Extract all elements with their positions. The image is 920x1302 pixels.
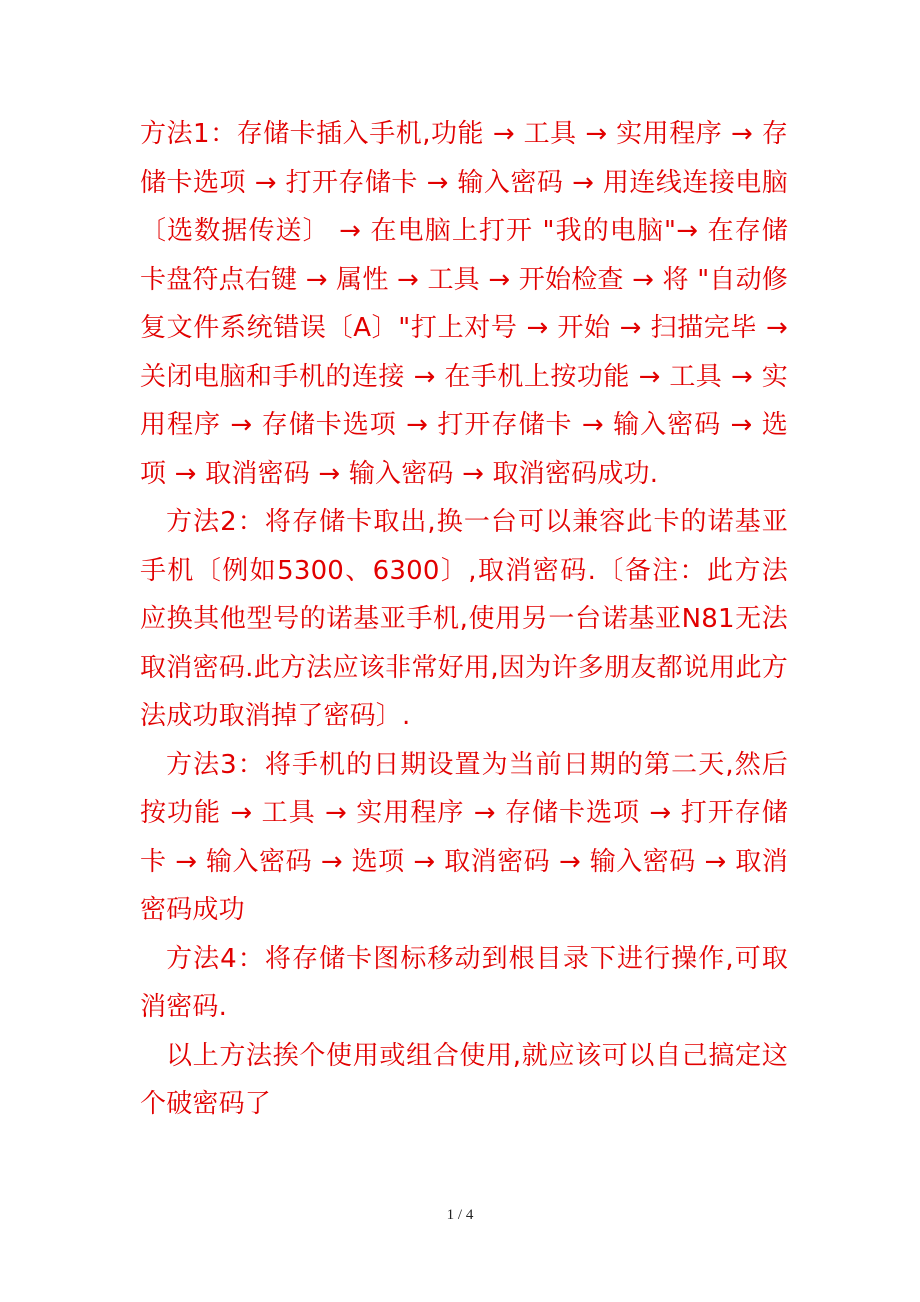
paragraph-method-2: 方法2：将存储卡取出,换一台可以兼容此卡的诺基亚手机〔例如5300、6300〕,取消密码.〔备注：此方法应换其他型号的诺基亚手机,使用另一台诺基亚N81无法取消密码.此方法应该非常好用,因为许多朋友都说用此方法成功取消掉了密码〕.: [140, 507, 788, 731]
page-number: 1 / 4: [446, 1207, 474, 1223]
paragraph-method-3: 方法3：将手机的日期设置为当前日期的第二天,然后按功能 → 工具 → 实用程序 → 存储卡选项 → 打开存储卡 → 输入密码 → 选项 → 取消密码 → 输入密码 → 取消密码成功: [140, 749, 788, 925]
paragraph-method-1: 方法1：存储卡插入手机,功能 → 工具 → 实用程序 → 存储卡选项 → 打开存储卡 → 输入密码 → 用连线连接电脑〔选数据传送〕 → 在电脑上打开 "我的电脑"→ 在存储卡盘符点右键 → 属性 → 工具 → 开始检查 → 将 "自动修复文件系统错误〔A〕"打上对号 → 开始 → 扫描完毕 → 关闭电脑和手机的连接 → 在手机上按功能 → 工具 → 实用程序 → 存储卡选项 → 打开存储卡 → 输入密码 → 选项 → 取消密码 → 输入密码 → 取消密码成功.: [140, 119, 788, 489]
document-body: [140, 110, 788, 1129]
paragraph-conclusion: 以上方法挨个使用或组合使用,就应该可以自己搞定这个破密码了: [140, 1040, 788, 1119]
paragraph-method-4: 方法4：将存储卡图标移动到根目录下进行操作,可取消密码.: [140, 943, 788, 1022]
